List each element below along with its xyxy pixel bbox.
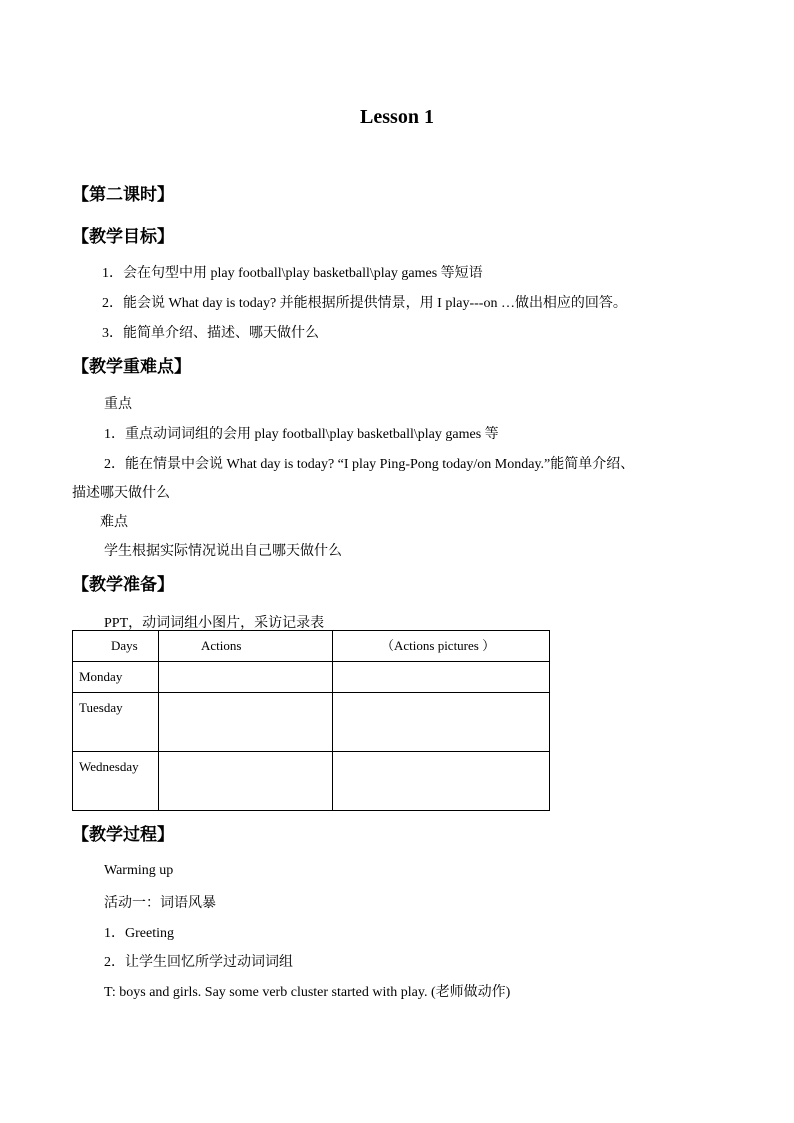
section-objectives: 【教学目标】 xyxy=(72,227,174,247)
table-row xyxy=(73,693,550,752)
objective-item: 3．能简单介绍、描述、哪天做什么 xyxy=(102,326,319,341)
day-cell: Tuesday xyxy=(73,693,159,752)
table-row xyxy=(73,752,550,811)
day-cell: Monday xyxy=(73,662,159,693)
table-header-row xyxy=(73,631,550,662)
header-pictures: （Actions pictures ） xyxy=(333,631,550,662)
pictures-cell xyxy=(333,662,550,693)
objective-item: 1．会在句型中用 play football\play basketball\play games 等短语 xyxy=(102,266,483,281)
section-key-points: 【教学重难点】 xyxy=(72,357,191,377)
focus-item: 2．能在情景中会说 What day is today? “I play Ping-Pong today/on Monday.”能简单介绍、 xyxy=(104,457,635,472)
preparation-text: PPT，动词词组小图片，采访记录表 xyxy=(104,616,325,631)
focus-item-continued: 描述哪天做什么 xyxy=(72,486,170,501)
difficulty-label: 难点 xyxy=(100,515,128,530)
actions-cell xyxy=(159,662,333,693)
difficulty-text: 学生根据实际情况说出自己哪天做什么 xyxy=(104,544,342,559)
interview-record-table xyxy=(72,630,550,811)
section-process: 【教学过程】 xyxy=(72,825,174,845)
section-period: 【第二课时】 xyxy=(72,185,174,205)
actions-cell xyxy=(159,693,333,752)
pictures-cell xyxy=(333,752,550,811)
focus-item: 1．重点动词词组的会用 play football\play basketball\play games 等 xyxy=(104,427,499,442)
process-item: 活动一：词语风暴 xyxy=(104,896,216,911)
section-preparation: 【教学准备】 xyxy=(72,575,174,595)
process-item: 1．Greeting xyxy=(104,926,174,941)
table-row xyxy=(73,662,550,693)
process-item: T: boys and girls. Say some verb cluster started with play. (老师做动作) xyxy=(104,985,511,1000)
objective-item: 2．能会说 What day is today? 并能根据所提供情景，用 I play---on …做出相应的回答。 xyxy=(102,296,627,311)
day-cell: Wednesday xyxy=(73,752,159,811)
header-days: Days xyxy=(73,631,159,662)
process-item: 2．让学生回忆所学过动词词组 xyxy=(104,955,293,970)
header-actions: Actions xyxy=(159,631,333,662)
actions-cell xyxy=(159,752,333,811)
pictures-cell xyxy=(333,693,550,752)
focus-label: 重点 xyxy=(104,397,132,412)
process-item: Warming up xyxy=(104,863,174,878)
page-title: Lesson 1 xyxy=(360,106,434,128)
